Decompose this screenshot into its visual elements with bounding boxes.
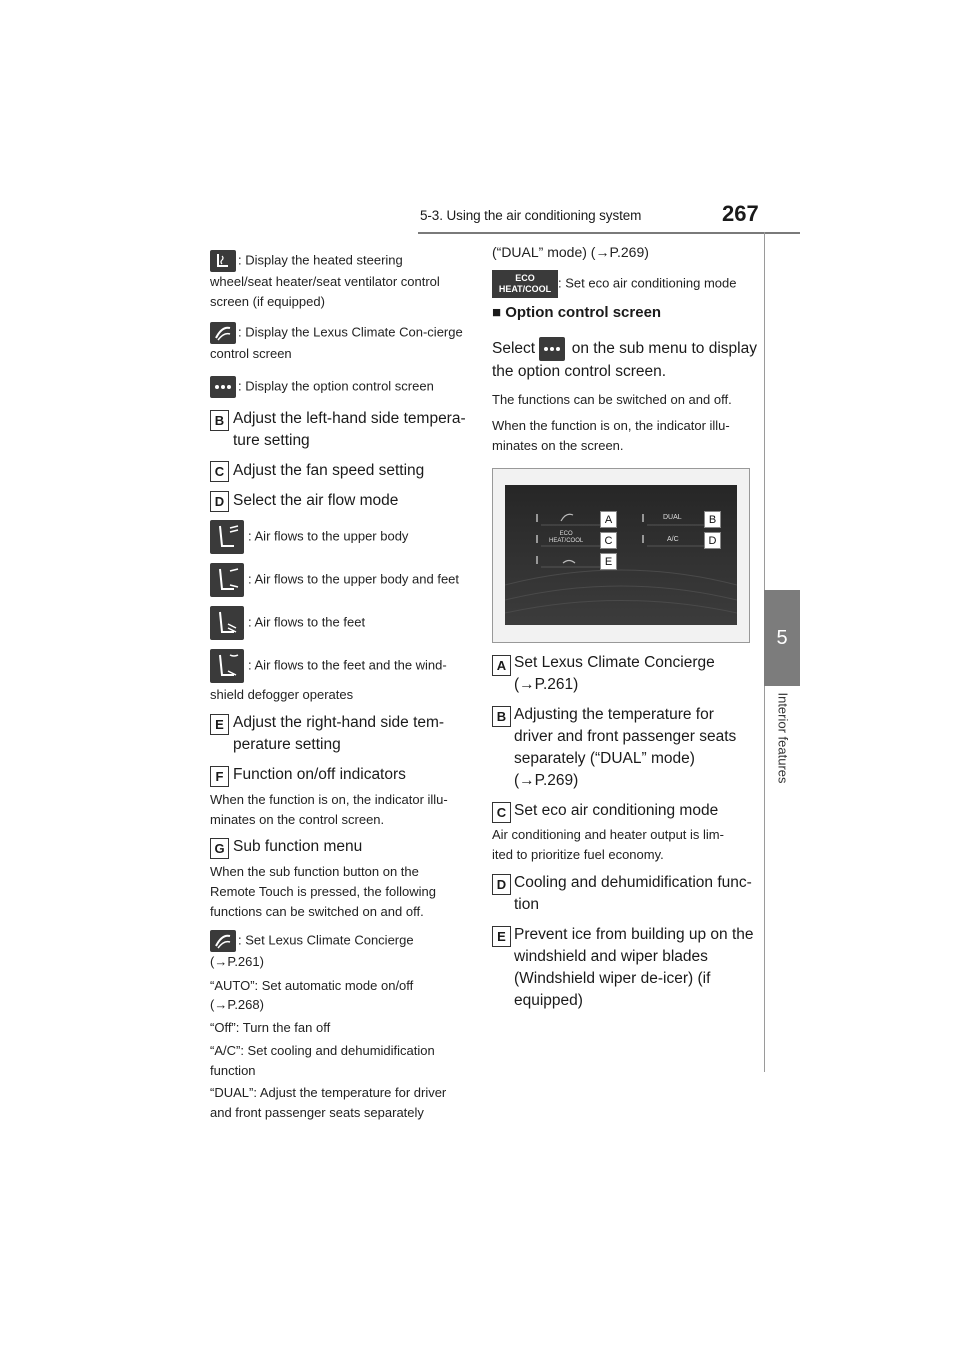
callout-letter-e: E xyxy=(210,714,229,735)
option-note: When the function is on, the indicator illu- minates on the screen. xyxy=(492,418,730,453)
screen-background xyxy=(505,485,737,625)
item-d: Select the air flow mode xyxy=(233,492,399,509)
item-a: Set Lexus Climate Concierge (→P.261) xyxy=(514,654,715,693)
icon-item-heated: : Display the heated steering wheel/seat heater/seat ventilator control screen (if equipped) xyxy=(210,250,465,312)
option-heading: ■ Option control screen xyxy=(492,304,662,321)
airflow-feet-icon xyxy=(210,606,244,640)
airflow-item: : Air flows to the upper body xyxy=(210,520,468,554)
callout-letter-c: C xyxy=(210,461,229,482)
callout-letter-b: B xyxy=(492,706,511,727)
airflow-feet-defogger-icon xyxy=(210,649,244,683)
screen-eco-label: ECO HEAT/COOL xyxy=(549,531,584,544)
item-g: Sub function menu xyxy=(233,838,363,855)
sub-ref: (→P.261) xyxy=(210,954,264,969)
more-options-icon xyxy=(210,376,236,398)
icon-item-options: : Display the option control screen xyxy=(210,376,465,398)
screen-dual-label: DUAL xyxy=(663,514,682,521)
airflow-item: : Air flows to the upper body and feet xyxy=(210,563,468,597)
item-c-note: Air conditioning and heater output is lim- ited to prioritize fuel economy. xyxy=(492,827,724,862)
climate-concierge-icon xyxy=(210,930,236,952)
item-c: Adjust the fan speed setting xyxy=(233,462,425,479)
icon-item-concierge: : Display the Lexus Climate Con-cierge control screen xyxy=(210,322,465,364)
callout-letter-d: D xyxy=(492,874,511,895)
dual-ref: (“DUAL” mode) (→P.269) xyxy=(492,244,649,260)
airflow-item: : Air flows to the feet xyxy=(210,606,468,640)
eco-item: ECO HEAT/COOL : Set eco air conditioning mode xyxy=(492,270,760,298)
item-c-right: Set eco air conditioning mode xyxy=(514,802,719,819)
option-screen-illustration xyxy=(492,468,750,643)
eco-heat-cool-badge: ECO HEAT/COOL xyxy=(492,270,558,298)
select-instruction: Select on the sub menu to display the option control screen. xyxy=(492,337,760,383)
callout-letter-d: D xyxy=(210,491,229,512)
option-note: The functions can be switched on and off. xyxy=(492,392,732,407)
heated-seat-icon xyxy=(210,250,236,272)
airflow-upper-body-icon xyxy=(210,520,244,554)
screen-callout-c: C xyxy=(600,532,617,549)
sub-ac: “A/C”: Set cooling and dehumidification function xyxy=(210,1043,435,1078)
sub-item-concierge: : Set Lexus Climate Concierge xyxy=(210,930,468,952)
item-g-note: When the sub function button on the Remote Touch is pressed, the following functions can be switched on and off. xyxy=(210,864,436,919)
more-options-icon xyxy=(539,337,565,361)
callout-letter-e: E xyxy=(492,926,511,947)
airflow-item: : Air flows to the feet and the wind- xyxy=(210,649,468,683)
item-b-right: Adjusting the temperature for driver and front passenger seats separately (“DUAL” mode) (→P.269) xyxy=(514,706,737,789)
callout-letter-c: C xyxy=(492,802,511,823)
item-f-note: When the function is on, the indicator illu- minates on the control screen. xyxy=(210,792,448,827)
section-title: 5-3. Using the air conditioning system xyxy=(420,208,642,223)
chapter-label: Interior features xyxy=(775,692,791,784)
item-e: Adjust the right-hand side tem- perature setting xyxy=(233,714,445,753)
header-rule xyxy=(418,232,800,234)
item-e-right: Prevent ice from building up on the windshield and wiper blades (Windshield wiper de-icer) (if equipped) xyxy=(514,926,754,1009)
item-b: Adjust the left-hand side tempera- ture setting xyxy=(233,410,466,449)
callout-letter-b: B xyxy=(210,410,229,431)
sub-dual: “DUAL”: Adjust the temperature for driver and front passenger seats separately xyxy=(210,1085,447,1120)
climate-concierge-icon xyxy=(210,322,236,344)
callout-letter-f: F xyxy=(210,766,229,787)
screen-callout-b: B xyxy=(704,511,721,528)
screen-callout-d: D xyxy=(704,532,721,549)
callout-letter-g: G xyxy=(210,838,229,859)
screen-callout-e: E xyxy=(600,553,617,570)
chapter-tab: 5 xyxy=(764,590,800,686)
item-f: Function on/off indicators xyxy=(233,766,406,783)
item-d-right: Cooling and dehumidification func- tion xyxy=(514,874,752,913)
callout-letter-a: A xyxy=(492,655,511,676)
sub-off: “Off”: Turn the fan off xyxy=(210,1020,331,1035)
screen-callout-a: A xyxy=(600,511,617,528)
display-screen xyxy=(505,485,737,625)
airflow-upper-body-feet-icon xyxy=(210,563,244,597)
airflow-note: shield defogger operates xyxy=(210,687,354,702)
screen-ac-label: A/C xyxy=(667,536,679,543)
page-number: 267 xyxy=(722,201,759,226)
sub-ref: (→P.268) xyxy=(210,997,264,1012)
sub-auto: “AUTO”: Set automatic mode on/off xyxy=(210,978,414,993)
